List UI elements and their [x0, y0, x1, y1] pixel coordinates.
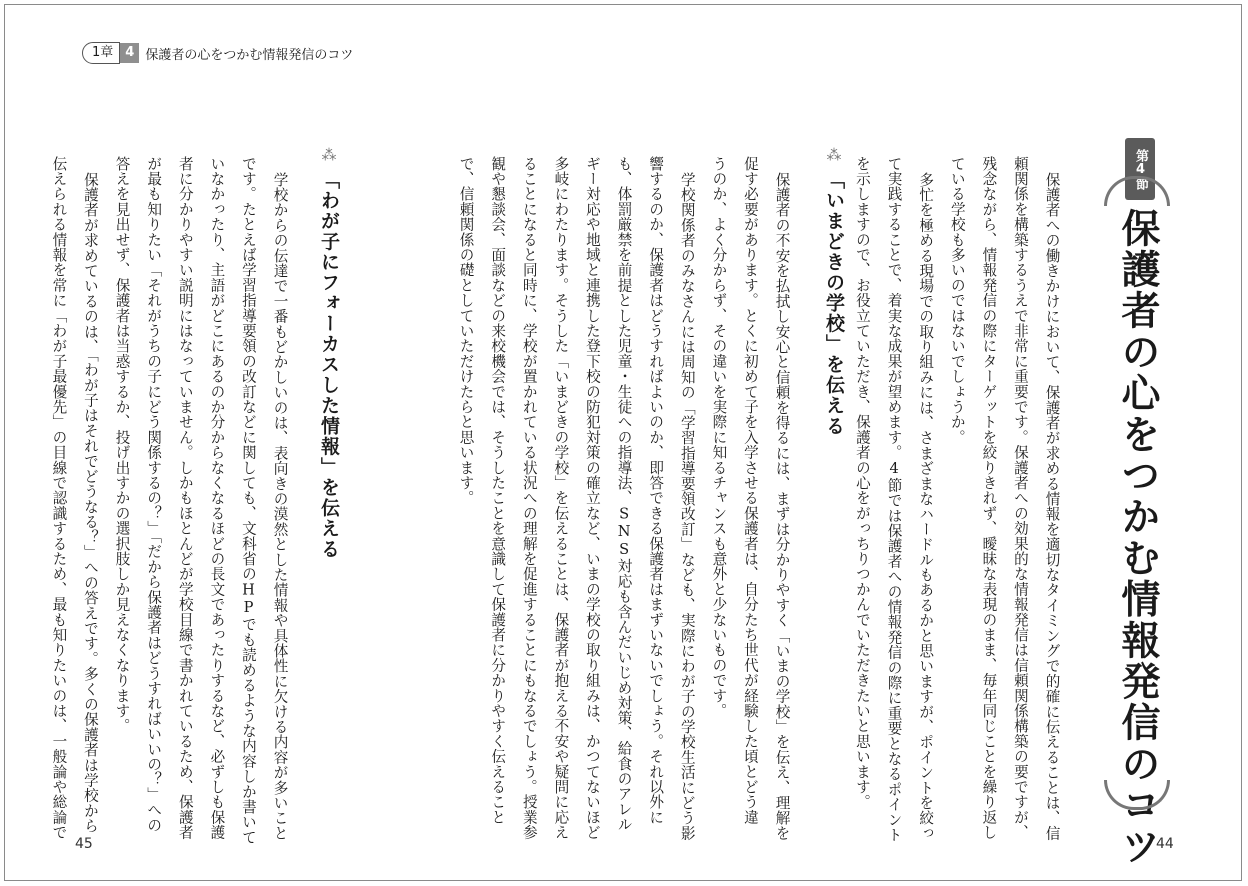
text-line: 伝えられる情報を常に「わが子最優先」の目線で認識するため、最も知りたいのは、一般論や総論で: [50, 156, 68, 840]
heading-ornament-icon: ⁂: [826, 146, 842, 164]
text-line: うのか、よく分からず、その違いを実際に知るチャンスも意外と少ないものです。: [710, 156, 728, 719]
text-line: 保護者が求めているのは、「わが子はそれでどうなる？」への答えです。多くの保護者は学校から: [81, 172, 99, 834]
text-line: ることになると同時に、学校が置かれている状況への理解を促進することにもなるでしょう。授業参: [520, 156, 538, 840]
text-line: 促す必要があります。とくに初めて子を入学させる保護者は、自分たち世代が経験した頃とどう違: [741, 156, 759, 825]
text-line: ている学校も多いのではないでしょうか。: [948, 156, 966, 445]
text-line: 者に分かりやすい説明にはなっていません。しかもほとんどが学校目線で書かれているため、保護者: [176, 156, 194, 840]
text-line: 保護者への働きかけにおいて、保護者が求める情報を適切なタイミングで的確に伝えることは、信: [1043, 172, 1061, 841]
text-line: 学校関係者のみなさんには周知の「学習指導要領改訂」なども、実際にわが子の学校生活にどう影: [678, 172, 696, 841]
text-line: 頼関係を構築するうえで非常に重要です。保護者への効果的な情報発信は信頼関係構築の要ですが、: [1011, 156, 1029, 840]
running-title: 保護者の心をつかむ情報発信のコツ: [145, 47, 354, 63]
page-number-right: 44: [1156, 836, 1174, 852]
text-line: 答えを見出せず、保護者は当惑するか、投げ出すかの選択肢しか見えなくなります。: [113, 156, 131, 734]
heading-ornament-icon: ⁂: [321, 146, 337, 164]
page-number-left: 45: [75, 836, 93, 852]
section-badge: 第4節: [1125, 138, 1155, 200]
text-line: ギー対応や地域と連携した登下校の防犯対策の確立など、いまの学校の取り組みは、かつてないほど: [583, 156, 601, 840]
text-line: 多忙を極める現場での取り組みには、さまざまなハードルもあるかと思いますが、ポイントを絞っ: [917, 172, 935, 841]
text-line: 保護者の不安を払拭し安心と信頼を得るには、まずは分かりやすく「いまの学校」を伝え、理解を: [773, 172, 791, 841]
heading-wagako: 「わが子にフォーカスした情報」を伝える: [318, 170, 340, 560]
section-number-badge: 4: [120, 43, 139, 63]
heading-ima-doki: 「いまどきの学校」を伝える: [823, 170, 845, 437]
text-line: も、体罰厳禁を前提とした児童・生徒への指導法、SNS対応も含んだいじめ対策、給食のアレル: [615, 156, 633, 832]
text-line: です。たとえば学習指導要領の改訂などに関しても、文科省のHPでも読めるような内容しか書いて: [239, 156, 257, 845]
text-line: で、信頼関係の礎としていただけたらと思います。: [457, 156, 475, 506]
chapter-label: 1章: [82, 42, 120, 64]
text-line: いなかったり、主語がどこにあるのか分からなくなるほどの長文であったりするなど、必ずしも保護: [208, 156, 226, 840]
text-line: 学校からの伝達で一番もどかしいのは、表向きの漠然とした情報や具体性に欠ける内容が多いこと: [271, 172, 289, 841]
text-line: て実践することで、着実な成果が望めます。4節では保護者への情報発信の際に重要となるポイント: [885, 156, 903, 843]
text-line: 残念ながら、情報発信の際にターゲットを絞りきれず、曖昧な表現のまま、毎年同じことを繰り返し: [980, 156, 998, 840]
text-line: を示しますので、お役立ていただき、保護者の心をがっちりつかんでいただきたいと思います。: [853, 156, 871, 810]
running-header: [82, 42, 353, 64]
text-line: が最も知りたい「それがうちの子にどう関係するの？」「だから保護者はどうすればいいの？」への: [145, 156, 163, 833]
text-line: 観や懇談会、面談などの来校機会では、そうしたことを意識して保護者に分かりやすく伝えること: [489, 156, 507, 825]
section-title: 保護者の心をつかむ情報発信のコツ: [1115, 208, 1160, 868]
text-line: 多岐にわたります。そうした「いまどきの学校」を伝えることは、保護者が抱える不安や疑問に応え: [552, 156, 570, 840]
text-line: 響するのか、保護者はどうすればよいのか、即答できる保護者はまずいないでしょう。それ以外に: [647, 156, 665, 825]
